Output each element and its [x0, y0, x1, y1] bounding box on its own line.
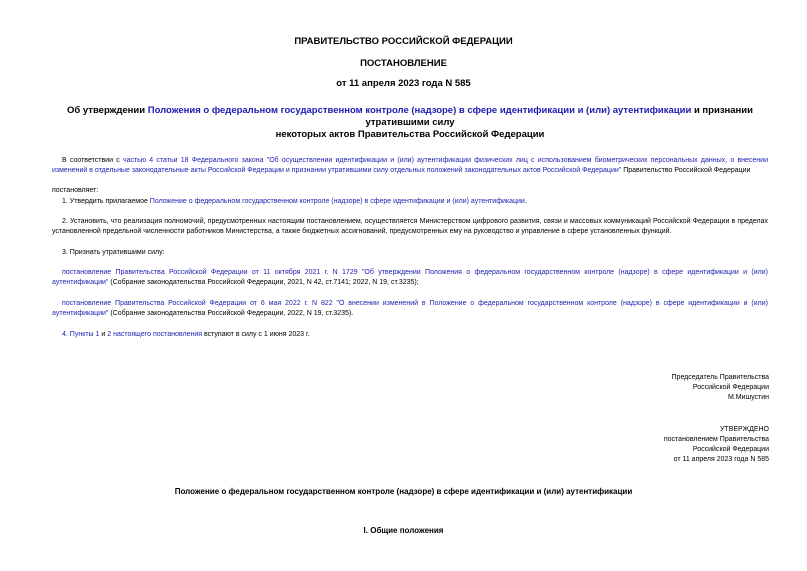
approved-line2: постановлением Правительства	[663, 436, 769, 443]
title-prefix: Об утверждении	[67, 105, 148, 116]
preamble-prefix: В соответствии с	[62, 157, 123, 164]
decree-822-link[interactable]: постановление Правительства Российской Федерации от 6 мая 2022 г. N 822 "О внесении изменений в Положение о федеральном государственном контроле (надзоре) в сфере идентификации и (или) аутентификации"	[52, 300, 768, 317]
item-3b	[52, 299, 768, 319]
signature-line2: Российской Федерации	[692, 384, 769, 391]
regulation-title: Положение о федеральном государственном контроле (надзоре) в сфере идентификации и (или) аутентификации	[174, 487, 633, 496]
federal-law-link[interactable]: частью 4 статьи 18 Федерального закона "Об осуществлении идентификации и (или) аутентификации физических лиц с использованием биометрических персональных данных, о внесении изменений в отдельные законодательные акты Российской Федерации и признании утратившими силу отдельных положений законодательных актов Российской Федерации"	[52, 157, 768, 174]
item-3a	[52, 268, 768, 288]
item-3: 3. Признать утратившими силу:	[62, 249, 165, 256]
doc-type-heading: ПОСТАНОВЛЕНИЕ	[360, 58, 447, 69]
preamble-paragraph	[52, 156, 768, 176]
item-1-prefix: 1. Утвердить прилагаемое	[62, 198, 150, 205]
item-4-suffix: вступают в силу с 1 июня 2023 г.	[202, 331, 310, 338]
item-1	[52, 197, 768, 207]
date-number-heading: от 11 апреля 2023 года N 585	[336, 78, 471, 89]
item-2: 2. Установить, что реализация полномочий, предусмотренных настоящим постановлением, осуществляется Министерством цифрового развития, связи и массовых коммуникаций Российской Федерации в пределах установленной предельной численности работников Министерства, а также бюджетных ассигнований, предусмотренных ему на руководство и управление в сфере установленных функций.	[52, 218, 768, 235]
approved-block	[664, 425, 769, 465]
item-3a-suffix: (Собрание законодательства Российской Федерации, 2021, N 42, ст.7141; 2022, N 19, ст.3235);	[108, 279, 419, 286]
section-title: I. Общие положения	[363, 526, 444, 535]
government-heading: ПРАВИТЕЛЬСТВО РОССИЙСКОЙ ФЕДЕРАЦИИ	[294, 36, 513, 47]
signature-line1: Председатель Правительства	[671, 374, 769, 381]
item-4	[52, 330, 768, 340]
signature-block	[672, 373, 769, 403]
item-1-regulation-link[interactable]: Положение о федеральном государственном контроле (надзоре) в сфере идентификации и (или) аутентификации	[149, 198, 525, 205]
document-title	[52, 105, 768, 141]
item-4-number: 4.	[62, 331, 70, 338]
decrees-text: постановляет:	[52, 187, 99, 194]
decree-1729-link[interactable]: постановление Правительства Российской Федерации от 11 октября 2021 г. N 1729 "Об утверждении Положения о федеральном государственном контроле (надзоре) в сфере идентификации и (или) аутентификации"	[52, 269, 768, 286]
title-suffix: и признании утратившими силу	[365, 105, 753, 128]
approved-line1: УТВЕРЖДЕНО	[719, 426, 769, 433]
item-1-suffix: .	[524, 198, 527, 205]
item-3b-suffix: (Собрание законодательства Российской Федерации, 2022, N 19, ст.3235).	[108, 310, 354, 317]
title-line2: некоторых актов Правительства Российской Федерации	[275, 129, 545, 140]
approved-line4: от 11 апреля 2023 года N 585	[673, 456, 769, 463]
item-4-points-link[interactable]: Пункты 1	[69, 331, 100, 338]
approved-line3: Российской Федерации	[692, 446, 769, 453]
title-regulation-link[interactable]: Положения о федеральном государственном контроле (надзоре) в сфере идентификации и (или) аутентификации	[147, 105, 692, 116]
preamble-suffix: Правительство Российской Федерации	[621, 167, 751, 174]
item-4-and: и	[99, 331, 108, 338]
signature-line3: М.Мишустин	[727, 394, 769, 401]
item-4-decree-link[interactable]: 2 настоящего постановления	[107, 331, 203, 338]
